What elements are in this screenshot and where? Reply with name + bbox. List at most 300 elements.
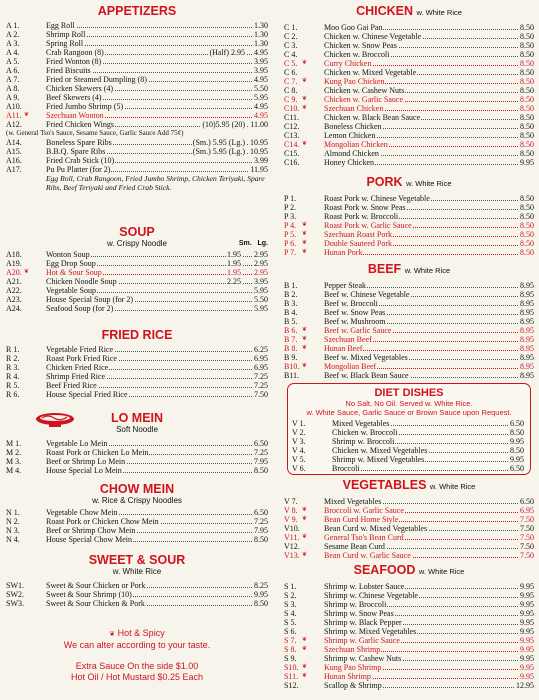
item-name: General Tso's Bean Curd — [324, 533, 404, 542]
item-code: M 4. — [6, 466, 22, 475]
item-code: A 6. — [6, 66, 20, 75]
chicken-heading: CHICKEN — [356, 4, 414, 18]
menu-item-row — [6, 84, 268, 93]
menu-item-row — [6, 30, 268, 39]
menu-item-row — [284, 290, 534, 299]
item-name: Roast Pork Fried Rice — [46, 354, 117, 363]
item-code: R 1. — [6, 345, 20, 354]
item-small-price: 2.25 — [227, 277, 241, 286]
item-code: A11. — [6, 111, 22, 120]
item-code: A 2. — [6, 30, 20, 39]
menu-item-row — [6, 581, 268, 590]
item-name: Honey Chicken — [324, 158, 374, 167]
item-price: 5.95 — [254, 304, 268, 313]
menu-item-row — [6, 138, 268, 147]
sweet-sour-list — [6, 581, 268, 608]
vegetables-section — [284, 478, 534, 560]
item-name: Beef w. Mushroom — [324, 317, 386, 326]
item-name: Egg Roll — [46, 21, 75, 30]
beef-suffix: w. White Rice — [404, 266, 451, 275]
chili-icon: ❦ — [302, 96, 308, 102]
menu-item-row — [284, 582, 534, 591]
item-price: 9.95 — [510, 455, 524, 464]
item-price: 9.95 — [520, 609, 534, 618]
menu-item-row — [6, 372, 268, 381]
menu-item-row — [6, 147, 268, 156]
item-price: 10.95 — [250, 147, 268, 156]
vegetables-suffix: w. White Rice — [429, 482, 476, 491]
menu-item-row — [6, 66, 268, 75]
hot-oil-note: Hot Oil / Hot Mustard $0.25 Each — [70, 672, 204, 682]
chili-icon: ❦ — [302, 637, 308, 643]
menu-item-row — [284, 131, 534, 140]
item-code: B 5. — [284, 317, 298, 326]
item-price: 10.95 — [250, 138, 268, 147]
item-price: 9.95 — [520, 582, 534, 591]
item-price: 8.50 — [520, 239, 534, 248]
soup-heading: SOUP — [119, 225, 155, 239]
item-code: B11. — [284, 371, 300, 380]
menu-item-row — [284, 122, 534, 131]
item-code: C16. — [284, 158, 300, 167]
menu-item-row — [284, 32, 534, 41]
item-name: Mongolian Chicken — [324, 140, 388, 149]
item-price: 1.30 — [254, 39, 268, 48]
menu-item-row — [6, 129, 268, 138]
item-code: A16. — [6, 156, 22, 165]
item-code: A21. — [6, 277, 22, 286]
item-name: Chicken w. Black Bean Sauce — [324, 113, 421, 122]
item-code: A14. — [6, 138, 22, 147]
item-code: C 3. — [284, 41, 298, 50]
item-name: Shrimp w. Cashew Nuts — [324, 654, 402, 663]
menu-item-row — [6, 111, 268, 120]
item-name: Scallop & Shrimp — [324, 681, 382, 690]
item-name: House Special Fried Rice — [46, 390, 128, 399]
menu-item-row — [6, 590, 268, 599]
item-size-prices: (10)5.95 (20) — [202, 120, 245, 129]
item-price: 8.95 — [520, 335, 534, 344]
item-price: 8.95 — [520, 308, 534, 317]
item-name: Chicken Skewers (4) — [46, 84, 114, 93]
item-price: 8.50 — [520, 230, 534, 239]
item-price: 8.50 — [254, 466, 268, 475]
menu-item-row — [284, 23, 534, 32]
item-code: S10. — [284, 663, 299, 672]
item-name: Beef or Shrimp Lo Mein — [46, 457, 126, 466]
chili-icon: ❦ — [302, 552, 308, 558]
item-price: 8.50 — [520, 113, 534, 122]
item-price: 9.95 — [520, 618, 534, 627]
item-code: S 5. — [284, 618, 297, 627]
item-code: P 5. — [284, 230, 297, 239]
menu-item-row — [6, 286, 268, 295]
item-price: 9.95 — [520, 663, 534, 672]
item-price: 7.50 — [520, 524, 534, 533]
item-name: Shrimp Fried Rice — [46, 372, 106, 381]
chili-icon: ❦ — [302, 240, 308, 246]
item-price: 3.99 — [254, 156, 268, 165]
item-code: S12. — [284, 681, 299, 690]
menu-item-row — [292, 464, 524, 473]
menu-item-row — [6, 517, 268, 526]
item-name: Broccoli — [332, 464, 360, 473]
menu-item-row — [284, 645, 534, 654]
item-price: 8.95 — [520, 371, 534, 380]
item-price: 8.95 — [520, 281, 534, 290]
menu-item-row — [6, 120, 268, 129]
item-code: N 1. — [6, 508, 20, 517]
item-name: Vegetable Chow Mein — [46, 508, 118, 517]
chili-icon: ❦ — [302, 336, 308, 342]
menu-item-row — [284, 68, 534, 77]
item-name: Vegetable Lo Mein — [46, 439, 108, 448]
item-name: Bean Curd w. Mixed Vegetables — [324, 524, 428, 533]
pork-section — [284, 175, 534, 257]
item-price: 6.95 — [254, 363, 268, 372]
item-price: 6.95 — [254, 354, 268, 363]
chicken-list — [284, 23, 534, 167]
item-code: A17. — [6, 165, 22, 174]
item-price: 8.50 — [520, 32, 534, 41]
item-price: 9.95 — [520, 158, 534, 167]
item-code: C13. — [284, 131, 300, 140]
menu-item-row — [284, 654, 534, 663]
item-code: S 4. — [284, 609, 297, 618]
item-price: 7.25 — [254, 372, 268, 381]
item-small-price: 1.95 — [227, 259, 241, 268]
item-code: V11. — [284, 533, 300, 542]
lo-mein-section — [6, 411, 268, 475]
item-code: A24. — [6, 304, 22, 313]
item-price: 6.50 — [510, 464, 524, 473]
menu-item-row — [284, 158, 534, 167]
item-code: A23. — [6, 295, 22, 304]
item-name: Chicken Noodle Soup — [46, 277, 117, 286]
item-price: 5.95 — [254, 286, 268, 295]
item-price: 8.50 — [520, 59, 534, 68]
chili-icon: ❦ — [302, 60, 308, 66]
item-code: S 2. — [284, 591, 297, 600]
item-name: Hunan Beef — [324, 344, 363, 353]
item-code: R 3. — [6, 363, 20, 372]
item-price: 6.50 — [520, 497, 534, 506]
item-name: Fried Jumbo Shrimp (5) — [46, 102, 124, 111]
item-price: 6.50 — [254, 508, 268, 517]
item-name: Wonton Soup — [46, 250, 90, 259]
item-name: Shrimp w. Snow Peas — [324, 609, 394, 618]
item-price: 8.50 — [520, 86, 534, 95]
menu-item-row — [6, 535, 268, 544]
diet-heading: DIET DISHES — [374, 387, 444, 399]
menu-item-row — [6, 363, 268, 372]
item-price: 2.95 — [254, 259, 268, 268]
item-price: 8.95 — [520, 299, 534, 308]
item-name: Sweet & Sour Chicken or Pork — [46, 581, 146, 590]
item-price: 8.50 — [520, 149, 534, 158]
chili-icon: ❦ — [302, 141, 308, 147]
item-code: C 7. — [284, 77, 298, 86]
menu-item-row — [284, 506, 534, 515]
item-price: 5.95 — [254, 93, 268, 102]
item-price: 11.00 — [250, 120, 268, 129]
item-note: (w. General Tso's Sauce, Sesame Sauce, Garlic Sauce Add 75¢) — [6, 129, 184, 137]
menu-item-row — [6, 102, 268, 111]
item-code: A 5. — [6, 57, 20, 66]
beef-section — [284, 262, 534, 380]
item-code: A10. — [6, 102, 22, 111]
chili-icon: ❦ — [302, 664, 308, 670]
menu-item-row — [284, 194, 534, 203]
item-code: N 2. — [6, 517, 20, 526]
item-name: Shrimp w. Lobster Sauce — [324, 582, 405, 591]
item-code: C 2. — [284, 32, 298, 41]
item-code: C 4. — [284, 50, 298, 59]
item-code: C 8. — [284, 86, 298, 95]
item-code: C10. — [284, 104, 300, 113]
item-name: Roast Pork or Chicken Lo Mein — [46, 448, 149, 457]
item-code: B 7. — [284, 335, 298, 344]
sweet-sour-section — [6, 553, 268, 608]
chili-icon: ❦ — [302, 673, 308, 679]
item-price: 8.50 — [254, 599, 268, 608]
menu-item-row — [284, 113, 534, 122]
menu-item-row — [6, 457, 268, 466]
item-name: House Special Soup (for 2) — [46, 295, 134, 304]
beef-list — [284, 281, 534, 380]
item-code: S 1. — [284, 582, 297, 591]
item-price: 7.50 — [520, 533, 534, 542]
seafood-heading: SEAFOOD — [353, 563, 416, 577]
item-code: C11. — [284, 113, 300, 122]
item-name: Chicken w. Mixed Vegetables — [332, 446, 428, 455]
menu-item-row — [6, 466, 268, 475]
chili-icon: ❦ — [24, 112, 30, 118]
item-price: 9.95 — [520, 627, 534, 636]
menu-item-row — [6, 259, 268, 268]
item-code: B 8. — [284, 344, 298, 353]
item-name: Bean Curd Home Style — [324, 515, 399, 524]
item-name: Sweet & Sour Chicken & Pork — [46, 599, 145, 608]
menu-item-row — [6, 354, 268, 363]
item-name: Szechuan Chicken — [324, 104, 384, 113]
item-code: SW3. — [6, 599, 24, 608]
menu-item-row — [292, 446, 524, 455]
item-price: 8.50 — [510, 428, 524, 437]
item-code: B 3. — [284, 299, 298, 308]
item-code: A 7. — [6, 75, 20, 84]
item-code: B 9. — [284, 353, 298, 362]
item-size-prices: (Sm.) 5.95 (Lg.) — [192, 147, 245, 156]
item-name: Szechuan Wonton — [46, 111, 104, 120]
item-name: Sesame Bean Curd — [324, 542, 385, 551]
chili-icon: ❦ — [302, 507, 308, 513]
vegetables-list — [284, 497, 534, 560]
menu-item-row — [284, 299, 534, 308]
item-price: 6.95 — [520, 506, 534, 515]
menu-item-row — [292, 419, 524, 428]
menu-item-row — [6, 381, 268, 390]
menu-item-row — [6, 21, 268, 30]
fried-rice-list — [6, 345, 268, 399]
item-name: Beef w. Garlic Sauce — [324, 326, 392, 335]
menu-item-row — [284, 524, 534, 533]
chili-icon: ❦ — [302, 646, 308, 652]
item-code: V 4. — [292, 446, 306, 455]
item-price: 6.50 — [510, 419, 524, 428]
item-name: Beef w. Broccoli — [324, 299, 378, 308]
item-name: Beef Fried Rice — [46, 381, 97, 390]
chicken-section — [284, 4, 534, 167]
menu-item-row — [284, 497, 534, 506]
item-name: Hunan Shrimp — [324, 672, 371, 681]
item-name: Chicken w. Broccoli — [324, 50, 390, 59]
item-price: 3.95 — [254, 66, 268, 75]
item-size-prices: (Sm.) 5.95 (Lg.) — [192, 138, 245, 147]
lo-mein-subtitle: Soft Noodle — [116, 425, 158, 434]
diet-list — [292, 419, 524, 473]
item-price: 3.95 — [254, 57, 268, 66]
item-name: Roast Pork w. Snow Peas — [324, 203, 406, 212]
item-name: Shrimp w. Mixed Vegetables — [332, 455, 425, 464]
item-price: 8.50 — [520, 212, 534, 221]
chow-mein-section — [6, 482, 268, 544]
item-price: 9.95 — [254, 590, 268, 599]
item-name: Beef or Shrimp Chow Mein — [46, 526, 136, 535]
menu-item-row — [284, 203, 534, 212]
chili-icon: ❦ — [302, 249, 308, 255]
platter-note: Egg Roll, Crab Rangoon, Fried Jumbo Shrimp, Chicken Teriyaki, Spare Ribs, Beef Teriyaki and Fried Crab Stick. — [46, 174, 265, 192]
item-code: C 9. — [284, 95, 298, 104]
menu-item-row — [6, 48, 268, 57]
item-name: Vegetable Fried Rice — [46, 345, 114, 354]
item-price: 6.25 — [254, 345, 268, 354]
menu-item-row — [6, 39, 268, 48]
item-name: Hot & Sour Soup — [46, 268, 102, 277]
item-name: Fried Wonton (8) — [46, 57, 102, 66]
item-name: Broccoli w. Garlic Sauce — [324, 506, 404, 515]
menu-item-row — [284, 627, 534, 636]
item-name: Crab Rangoon (8) — [46, 48, 104, 57]
item-price: 9.95 — [520, 654, 534, 663]
item-name: Shrimp w. Garlic Sauce — [324, 636, 400, 645]
item-price: 2.95 — [254, 268, 268, 277]
item-price: 9.95 — [520, 591, 534, 600]
chili-icon: ❦ — [302, 345, 308, 351]
item-price: 7.95 — [254, 526, 268, 535]
item-code: N 3. — [6, 526, 20, 535]
item-code: A 8. — [6, 84, 20, 93]
item-code: V13. — [284, 551, 300, 560]
item-name: Shrimp w. Mixed Vegetables — [324, 627, 417, 636]
item-name: Double Sauteed Pork — [324, 239, 392, 248]
item-price: 8.95 — [520, 344, 534, 353]
item-price: 8.50 — [520, 122, 534, 131]
chow-mein-list — [6, 508, 268, 544]
item-price: 8.95 — [520, 317, 534, 326]
chili-icon: ❦ — [302, 327, 308, 333]
item-price: 7.50 — [520, 515, 534, 524]
item-code: P 2. — [284, 203, 297, 212]
item-name: Mongolian Beef — [324, 362, 377, 371]
menu-item-row — [284, 335, 534, 344]
item-name: Sweet & Sour Shrimp (10) — [46, 590, 132, 599]
appetizers-heading: APPETIZERS — [97, 4, 177, 18]
item-code: A 3. — [6, 39, 20, 48]
item-code: V 9. — [284, 515, 298, 524]
menu-item-row — [284, 86, 534, 95]
menu-item-row — [6, 448, 268, 457]
item-price: 8.50 — [520, 221, 534, 230]
menu-item-row — [284, 248, 534, 257]
item-code: R 4. — [6, 372, 20, 381]
menu-item-row — [284, 663, 534, 672]
item-code: P 4. — [284, 221, 297, 230]
item-name: Beef w. Chinese Vegetable — [324, 290, 410, 299]
menu-item-row — [6, 57, 268, 66]
leader-dots — [46, 27, 264, 28]
menu-item-row — [284, 362, 534, 371]
item-price: 4.95 — [254, 111, 268, 120]
beef-heading: BEEF — [367, 262, 402, 276]
item-price: 8.95 — [520, 362, 534, 371]
menu-item-row — [284, 551, 534, 560]
item-name: Beef w. Mixed Vegetables — [324, 353, 408, 362]
alter-note: We can alter according to your taste. — [63, 640, 211, 650]
item-code: B 4. — [284, 308, 298, 317]
item-name: Szechuan Beef — [324, 335, 372, 344]
item-code: P 6. — [284, 239, 297, 248]
item-name: Shrimp w. Broccoli — [324, 600, 387, 609]
menu-item-row — [6, 165, 268, 174]
menu-item-row — [292, 437, 524, 446]
item-name: House Special Lo Mein — [46, 466, 122, 475]
item-price: 8.25 — [254, 581, 268, 590]
menu-item-row — [284, 636, 534, 645]
item-name: Shrimp w. Broccoli — [332, 437, 395, 446]
item-code: S 3. — [284, 600, 297, 609]
sweet-sour-subtitle: w. White Rice — [112, 567, 162, 576]
menu-item-row — [284, 230, 534, 239]
item-name: Moo Goo Gai Pan — [324, 23, 383, 32]
chili-icon: ❦ — [109, 631, 116, 638]
item-price: 8.50 — [520, 104, 534, 113]
menu-item-row — [6, 599, 268, 608]
item-name: Seafood Soup (for 2) — [46, 304, 114, 313]
item-name: B.B.Q. Spare Ribs — [46, 147, 106, 156]
item-name: Boneless Chicken — [324, 122, 382, 131]
item-price: 8.95 — [520, 290, 534, 299]
pork-list — [284, 194, 534, 257]
item-code: C 1. — [284, 23, 298, 32]
item-code: C 6. — [284, 68, 298, 77]
menu-item-row — [6, 75, 268, 84]
item-price: 7.25 — [254, 517, 268, 526]
item-name: Roast Pork w. Garlic Sauce — [324, 221, 412, 230]
item-code: M 3. — [6, 457, 22, 466]
diet-note-1: No Salt, No Oil. Served w. White Rice. — [345, 399, 473, 408]
item-price: 6.50 — [254, 439, 268, 448]
menu-item-row — [6, 390, 268, 399]
lo-mein-list — [6, 439, 268, 475]
item-code: V 8. — [284, 506, 298, 515]
menu-item-row — [284, 281, 534, 290]
item-name: Shrimp w. Black Pepper — [324, 618, 402, 627]
item-code: R 2. — [6, 354, 20, 363]
item-code: P 3. — [284, 212, 297, 221]
menu-item-row — [284, 371, 534, 380]
item-name: Bean Curd w. Garlic Sauce — [324, 551, 411, 560]
